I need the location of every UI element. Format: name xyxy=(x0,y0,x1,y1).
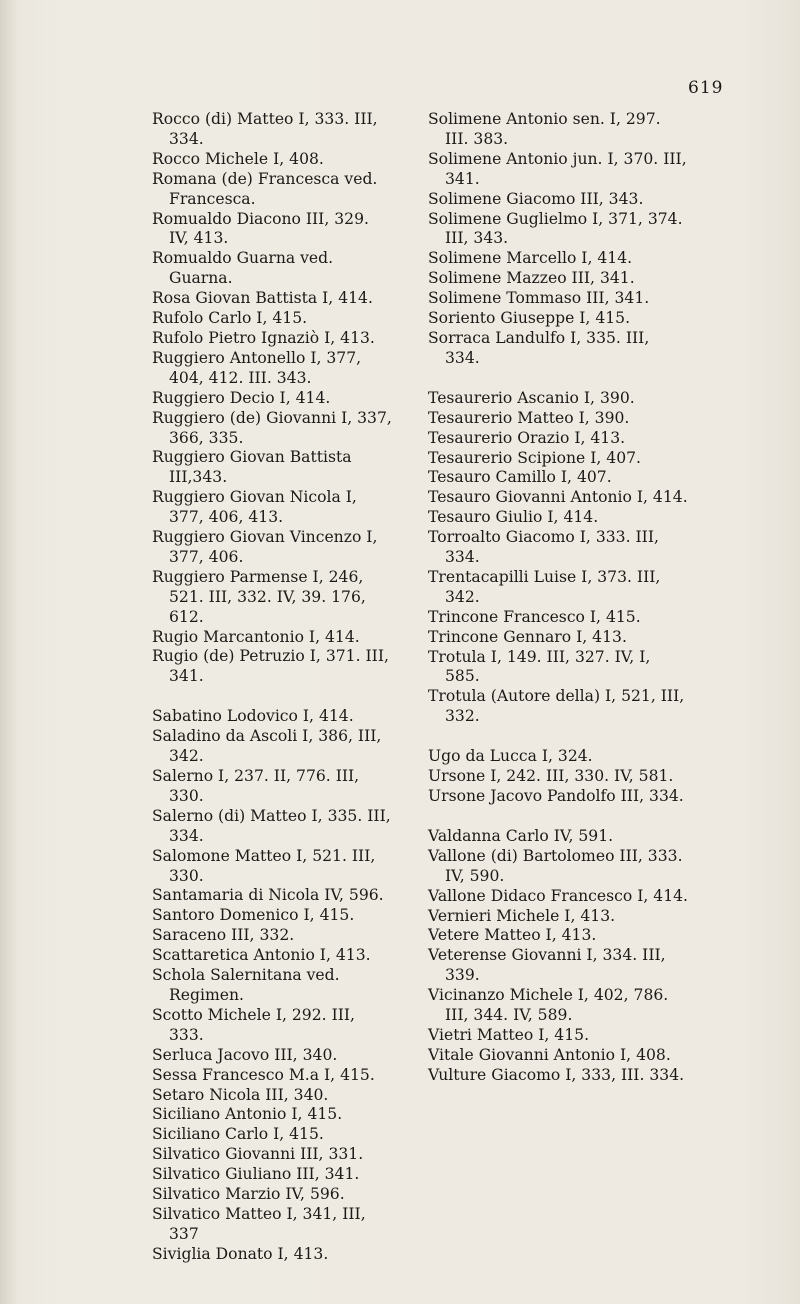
index-entry: Sessa Francesco M.a I, 415. xyxy=(152,1065,375,1084)
index-entry: Soriento Giuseppe I, 415. xyxy=(428,309,631,328)
index-column-left xyxy=(152,110,392,1265)
index-entry: Rufolo Carlo I, 415. xyxy=(152,309,308,328)
index-entry: Tesaurerio Ascanio I, 390. xyxy=(428,388,635,407)
index-entry: Veterense Giovanni I, 334. III, 339. xyxy=(428,946,666,985)
index-entry: Siviglia Donato I, 413. xyxy=(152,1244,329,1263)
index-entry: Silvatico Marzio IV, 596. xyxy=(152,1185,345,1204)
section-gap xyxy=(428,727,688,747)
index-entry: Solimene Guglielmo I, 371, 374. III, 343. xyxy=(428,209,683,248)
index-entry: Ruggiero Giovan Vincenzo I, 377, 406. xyxy=(152,528,378,566)
index-entry: Schola Salernitana ved. Regimen. xyxy=(152,966,340,1004)
index-entry: Silvatico Giuliano III, 341. xyxy=(152,1165,360,1184)
index-entry: Solimene Antonio sen. I, 297. III. 383. xyxy=(428,110,661,148)
page-number: 619 xyxy=(688,78,724,98)
index-entry: Santoro Domenico I, 415. xyxy=(152,906,355,925)
index-entry: Saraceno III, 332. xyxy=(152,926,295,945)
index-entry: Trotula I, 149. III, 327. IV, I, 585. xyxy=(428,647,651,686)
index-entry: Salerno (di) Matteo I, 335. III, 334. xyxy=(152,806,391,845)
index-entry: Tesaurerio Matteo I, 390. xyxy=(428,408,630,427)
index-entry: Trotula (Autore della) I, 521, III, 332. xyxy=(428,687,685,726)
index-entry: Vallone Didaco Francesco I, 414. xyxy=(428,886,689,905)
index-entry: Trincone Gennaro I, 413. xyxy=(428,627,627,646)
index-entry: Santamaria di Nicola IV, 596. xyxy=(152,886,384,905)
index-entry: Torroalto Giacomo I, 333. III, 334. xyxy=(428,528,659,567)
index-entry: Siciliano Antonio I, 415. xyxy=(152,1105,343,1124)
index-entry: Ursone I, 242. III, 330. IV, 581. xyxy=(428,767,674,786)
index-entry: Ruggiero Decio I, 414. xyxy=(152,388,331,407)
index-entry: Ruggiero Antonello I, 377, 404, 412. III. 343. xyxy=(152,348,362,387)
index-entry: Trentacapilli Luise I, 373. III, 342. xyxy=(428,567,661,606)
index-entry: Valdanna Carlo IV, 591. xyxy=(428,826,614,845)
index-entry: Tesauro Giovanni Antonio I, 414. xyxy=(428,488,688,507)
index-entry: Rugio (de) Petruzio I, 371. III, 341. xyxy=(152,647,389,686)
index-entry: Scattaretica Antonio I, 413. xyxy=(152,946,371,965)
index-entry: Ruggiero Parmense I, 246, 521. III, 332. IV, 39. 176, 612. xyxy=(152,567,366,626)
index-entry: Vitale Giovanni Antonio I, 408. xyxy=(428,1045,671,1064)
index-entry: Rocco (di) Matteo I, 333. III, 334. xyxy=(152,110,378,148)
index-entry: Ruggiero (de) Giovanni I, 337, 366, 335. xyxy=(152,408,392,447)
index-entry: Sorraca Landulfo I, 335. III, 334. xyxy=(428,328,650,367)
index-entry: Saladino da Ascoli I, 386, III, 342. xyxy=(152,727,382,766)
index-entry: Solimene Mazzeo III, 341. xyxy=(428,269,635,288)
index-entry: Setaro Nicola III, 340. xyxy=(152,1085,329,1104)
index-entry: Romualdo Diacono III, 329. IV, 413. xyxy=(152,209,369,248)
index-entry: Scotto Michele I, 292. III, 333. xyxy=(152,1005,356,1044)
index-entry: Salerno I, 237. II, 776. III, 330. xyxy=(152,767,360,805)
index-entry: Tesaurerio Scipione I, 407. xyxy=(428,448,642,467)
index-entry: Ruggiero Giovan Battista III,343. xyxy=(152,448,352,487)
index-entry: Solimene Marcello I, 414. xyxy=(428,249,633,268)
index-entry: Vetere Matteo I, 413. xyxy=(428,926,597,945)
index-entry: Romana (de) Francesca ved. Francesca. xyxy=(152,169,378,208)
index-entry: Rugio Marcantonio I, 414. xyxy=(152,627,360,646)
index-entry: Salomone Matteo I, 521. III, 330. xyxy=(152,846,376,885)
index-entry: Ursone Jacovo Pandolfo III, 334. xyxy=(428,787,684,805)
index-entry: Silvatico Matteo I, 341, III, 337 xyxy=(152,1204,366,1243)
section-gap xyxy=(428,369,688,389)
index-entry: Vallone (di) Bartolomeo III, 333. IV, 590. xyxy=(428,846,683,885)
index-entry: Tesaurerio Orazio I, 413. xyxy=(428,428,626,447)
index-entry: Rosa Giovan Battista I, 414. xyxy=(152,289,373,308)
index-entry: Ugo da Lucca I, 324. xyxy=(428,747,593,766)
index-entry: Sabatino Lodovico I, 414. xyxy=(152,707,354,726)
index-column-right xyxy=(428,110,688,1086)
index-entry: Silvatico Giovanni III, 331. xyxy=(152,1145,364,1164)
index-entry: Solimene Tommaso III, 341. xyxy=(428,289,650,308)
index-entry: Trincone Francesco I, 415. xyxy=(428,607,641,626)
index-entry: Vulture Giacomo I, 333, III. 334. xyxy=(428,1065,685,1084)
index-entry: Ruggiero Giovan Nicola I, 377, 406, 413. xyxy=(152,488,357,527)
index-entry: Solimene Giacomo III, 343. xyxy=(428,189,644,208)
index-entry: Romualdo Guarna ved. Guarna. xyxy=(152,249,334,288)
index-entry: Vicinanzo Michele I, 402, 786. III, 344. IV, 589. xyxy=(428,986,669,1025)
index-entry: Siciliano Carlo I, 415. xyxy=(152,1125,324,1144)
index-entry: Tesauro Camillo I, 407. xyxy=(428,468,612,487)
index-entry: Serluca Jacovo III, 340. xyxy=(152,1045,338,1064)
index-entry: Solimene Antonio jun. I, 370. III, 341. xyxy=(428,149,687,188)
index-entry: Rufolo Pietro Ignaziò I, 413. xyxy=(152,328,375,347)
section-gap xyxy=(428,807,688,827)
index-entry: Vernieri Michele I, 413. xyxy=(428,906,616,925)
index-entry: Tesauro Giulio I, 414. xyxy=(428,508,599,527)
section-gap xyxy=(152,687,392,707)
index-entry: Vietri Matteo I, 415. xyxy=(428,1025,590,1044)
index-entry: Rocco Michele I, 408. xyxy=(152,149,324,168)
